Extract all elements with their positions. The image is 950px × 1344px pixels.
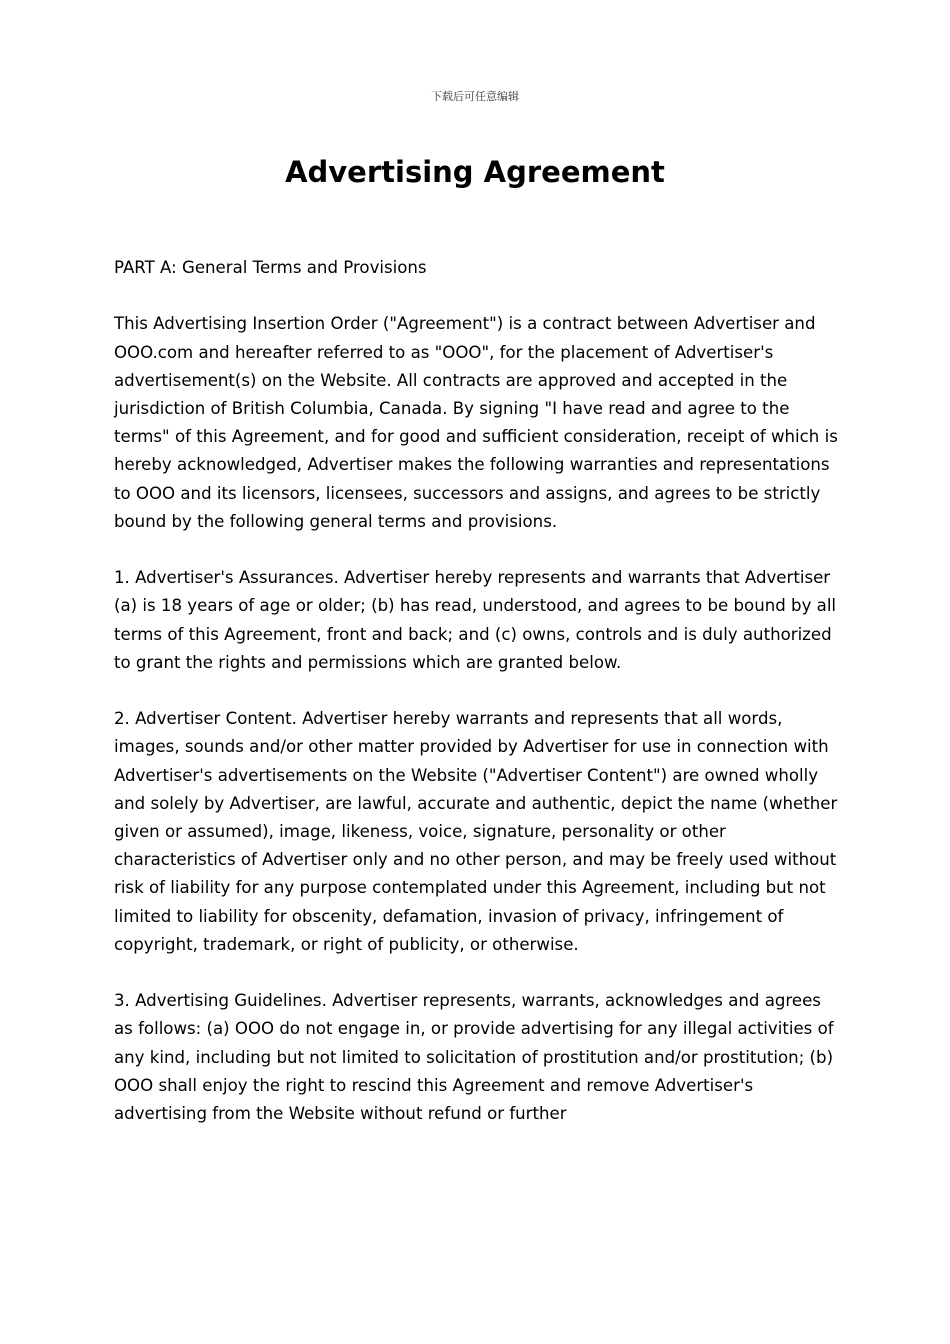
- intro-paragraph: This Advertising Insertion Order ("Agreement") is a contract between Advertiser and OOO.com and hereafter referred to as "OOO", for the placement of Advertiser's advertisement(s) on the Website. All contracts are approved and accepted in the jurisdiction of British Columbia, Canada. By signing "I have read and agree to the terms" of this Agreement, and for good and sufficient consideration, receipt of which is hereby acknowledged, Advertiser makes the following warranties and representations to OOO and its licensors, licensees, successors and assigns, and agrees to be strictly bound by the following general terms and provisions.: [114, 314, 838, 531]
- document-body: [114, 254, 838, 1156]
- clause-advertising-guidelines: 3. Advertising Guidelines. Advertiser represents, warrants, acknowledges and agrees as follows: (a) OOO do not engage in, or provide advertising for any illegal activities of any kind, including but not limited to solicitation of prostitution and/or prostitution; (b) OOO shall enjoy the right to rescind this Agreement and remove Advertiser's advertising from the Website without refund or further: [114, 991, 834, 1124]
- clause-advertiser-content: 2. Advertiser Content. Advertiser hereby warrants and represents that all words, images, sounds and/or other matter provided by Advertiser for use in connection with Advertiser's advertisements on the Website ("Advertiser Content") are owned wholly and solely by Advertiser, are lawful, accurate and authentic, depict the name (whether given or assumed), image, likeness, voice, signature, personality or other characteristics of Advertiser only and no other person, and may be freely used without risk of liability for any purpose contemplated under this Agreement, including but not limited to liability for obscenity, defamation, invasion of privacy, infringement of copyright, trademark, or right of publicity, or otherwise.: [114, 709, 838, 954]
- clause-advertiser-assurances: 1. Advertiser's Assurances. Advertiser hereby represents and warrants that Advertiser (a) is 18 years of age or older; (b) has read, understood, and agrees to be bound by all terms of this Agreement, front and back; and (c) owns, controls and is duly authorized to grant the rights and permissions which are granted below.: [114, 568, 837, 672]
- header-note: 下载后可任意编辑: [431, 90, 519, 103]
- document-title: Advertising Agreement: [285, 155, 665, 189]
- part-heading: PART A: General Terms and Provisions: [114, 258, 427, 277]
